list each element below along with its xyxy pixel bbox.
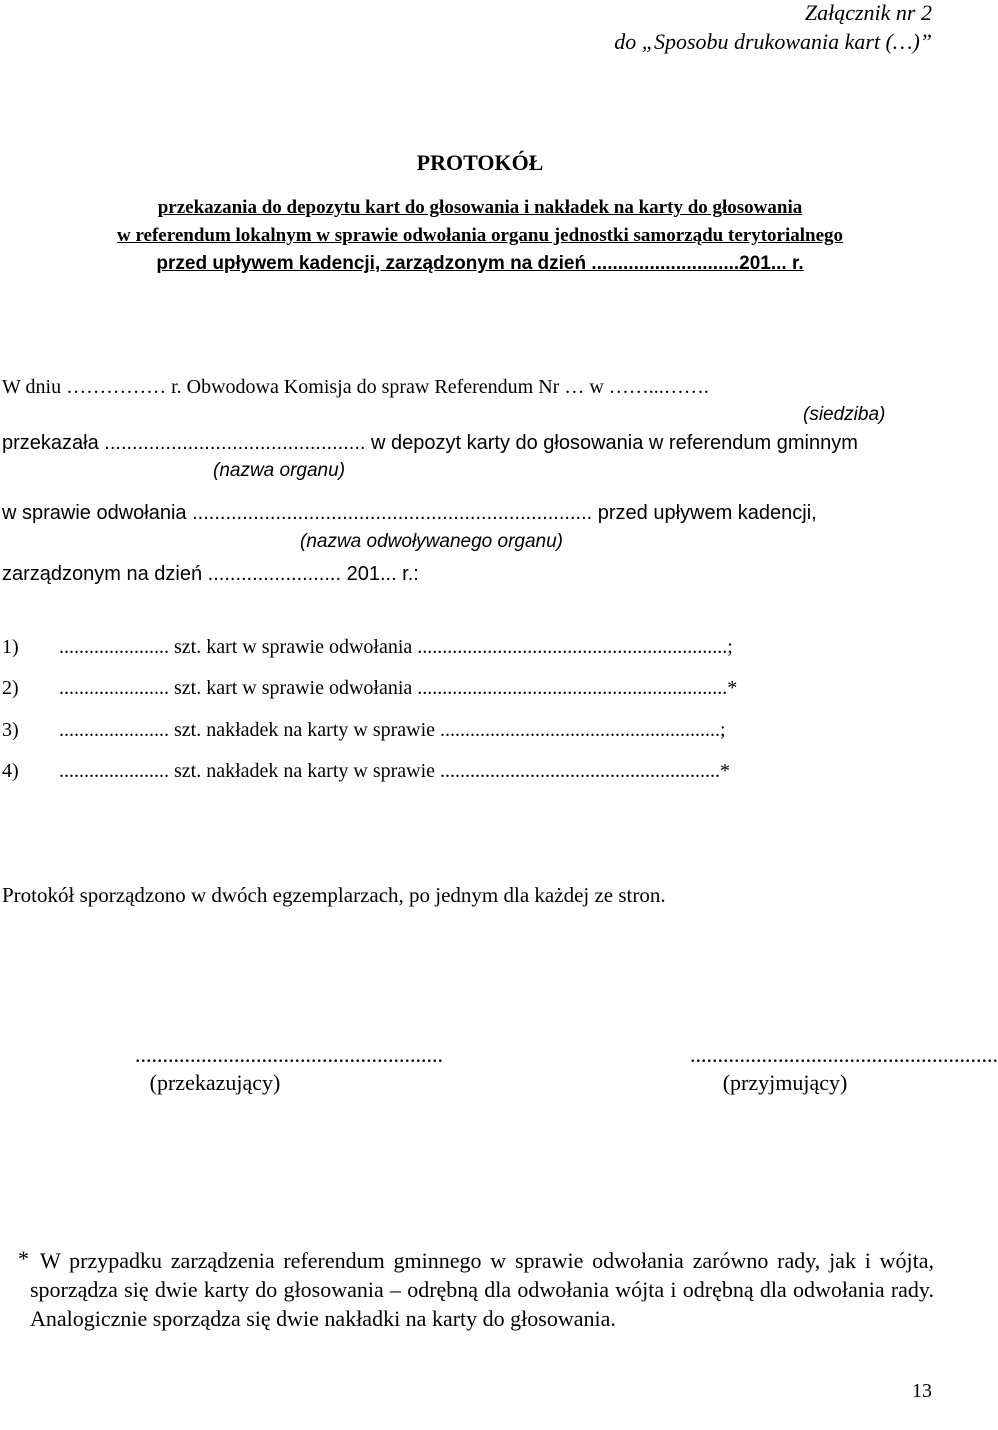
footnote-text: W przypadku zarządzenia referendum gminnego w sprawie odwołania zarówno rady, jak i wójta, sporządza się dwie karty do głosowania – odrębną dla odwołania wójta i odrębną dla odwołania rady. Analogicznie sporządza się dwie nakładki na karty do głosowania.: [30, 1248, 934, 1331]
closing-statement: Protokół sporządzono w dwóch egzemplarzach, po jednym dla każdej ze stron.: [2, 883, 666, 907]
signature-left-dots: ........................................................: [135, 1042, 443, 1067]
list-item-2-text: ...................... szt. kart w sprawie odwołania ..............................................................*: [59, 677, 738, 699]
signature-left-label: (przekazujący): [149, 1070, 281, 1095]
list-item-1-number: 1): [2, 636, 19, 658]
caption-odwolywany-organ: (nazwa odwoływanego organu): [300, 531, 563, 552]
list-item-3-number: 3): [2, 719, 19, 741]
subtitle-line-3: przed upływem kadencji, zarządzonym na dzień ............................201... r.: [156, 253, 804, 274]
list-item-1-text: ...................... szt. kart w sprawie odwołania ..............................................................;: [59, 636, 733, 658]
subtitle-line-1: przekazania do depozytu kart do głosowania i nakładek na karty do głosowania: [157, 197, 803, 218]
list-item-2-number: 2): [2, 677, 19, 699]
list-item-4-number: 4): [2, 760, 19, 782]
caption-organ: (nazwa organu): [213, 460, 346, 481]
footnote-star: *: [18, 1246, 29, 1271]
annex-line-1: Załącznik nr 2: [804, 0, 932, 25]
subtitle-line-2: w referendum lokalnym w sprawie odwołania organu jednostki samorządu terytorialnego: [116, 225, 844, 246]
caption-siedziba: (siedziba): [803, 404, 886, 425]
body-line-odwolania: w sprawie odwołania ........................................................................ przed upływem kadencji,: [2, 502, 817, 524]
body-line-date: W dniu …………… r. Obwodowa Komisja do spraw Referendum Nr … w ……...…….: [2, 376, 709, 398]
page-number: 13: [912, 1380, 932, 1402]
list-item-3-text: ...................... szt. nakładek na karty w sprawie ........................................................;: [59, 719, 726, 741]
annex-line-2: do „Sposobu drukowania kart (…)”: [614, 29, 932, 54]
body-line-przekazala: przekazała ............................................... w depozyt karty do głosowania w referendum gminnym: [2, 432, 858, 454]
signature-right-label: (przyjmujący): [722, 1070, 848, 1095]
document-title: PROTOKÓŁ: [416, 150, 544, 175]
signature-right-dots: ........................................................: [690, 1042, 998, 1067]
body-line-zarzadzonym: zarządzonym na dzień ........................ 201... r.:: [2, 563, 419, 585]
list-item-4-text: ...................... szt. nakładek na karty w sprawie ........................................................*: [59, 760, 731, 782]
